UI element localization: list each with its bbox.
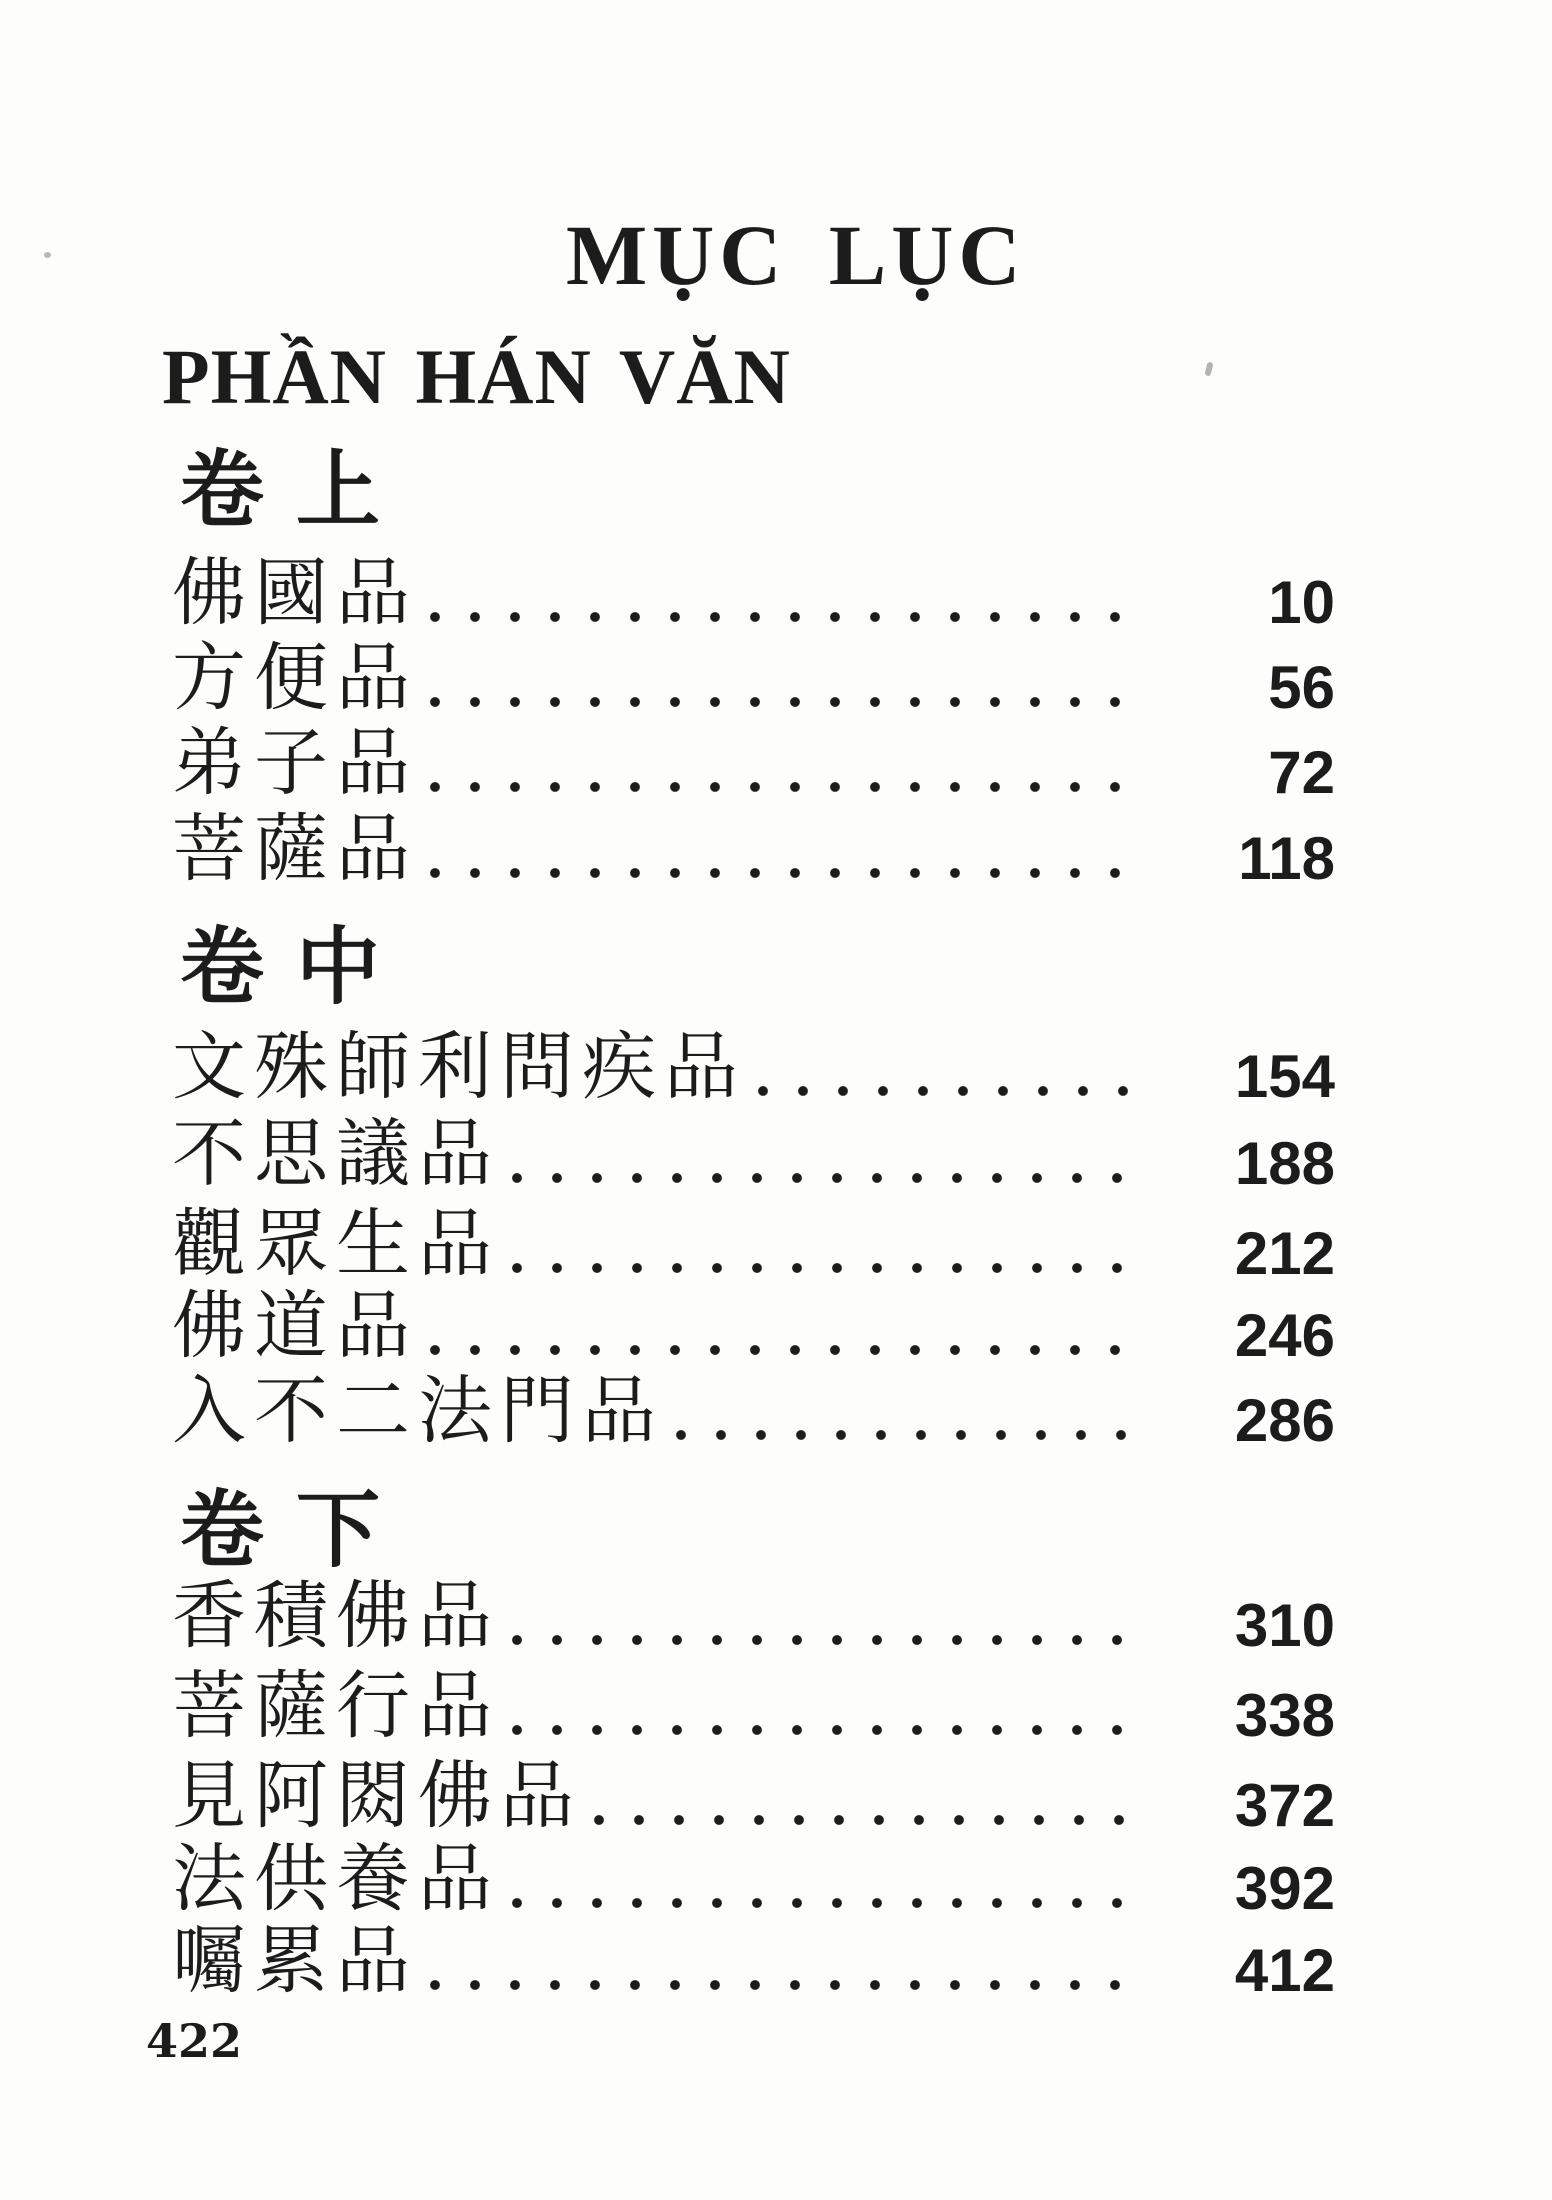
section-header-volume-3: 卷下 xyxy=(180,1480,413,1579)
dot-leader xyxy=(430,782,1147,793)
toc-entry xyxy=(172,1191,1335,1287)
toc-entry xyxy=(172,1563,1335,1659)
chapter-title: 方便品 xyxy=(172,635,418,721)
toc-entry xyxy=(172,1273,1335,1369)
chapter-title: 菩薩品 xyxy=(172,806,418,892)
chapter-page-number: 212 xyxy=(1234,1220,1335,1287)
toc-entry xyxy=(172,1101,1335,1197)
toc-entry xyxy=(172,1653,1335,1749)
chapter-page-number: 10 xyxy=(1268,569,1335,636)
chapter-title: 觀眾生品 xyxy=(172,1201,500,1287)
toc-entry xyxy=(172,1826,1335,1922)
dot-leader xyxy=(676,1430,1147,1441)
chapter-title: 菩薩行品 xyxy=(172,1663,500,1749)
dot-leader xyxy=(430,697,1147,708)
dot-leader xyxy=(758,1086,1147,1097)
toc-entry xyxy=(172,1358,1335,1454)
chapter-title: 見阿閦佛品 xyxy=(172,1753,582,1839)
chapter-page-number: 246 xyxy=(1234,1302,1335,1369)
dot-leader xyxy=(512,1635,1147,1646)
toc-entry xyxy=(172,1743,1335,1839)
toc-entry xyxy=(172,1908,1335,2004)
chapter-page-number: 286 xyxy=(1234,1387,1335,1454)
chapter-title: 法供養品 xyxy=(172,1836,500,1922)
dot-leader xyxy=(512,1173,1147,1184)
chapter-page-number: 72 xyxy=(1268,739,1335,806)
chapter-page-number: 372 xyxy=(1234,1772,1335,1839)
chapter-page-number: 118 xyxy=(1238,825,1335,892)
chapter-title: 佛道品 xyxy=(172,1283,418,1369)
part-heading: PHẦN HÁN VĂN xyxy=(162,333,791,420)
chapter-title: 文殊師利問疾品 xyxy=(172,1024,746,1110)
chapter-title: 香積佛品 xyxy=(172,1573,500,1659)
footer-page-number: 422 xyxy=(146,2014,243,2068)
toc-entry xyxy=(172,540,1335,636)
toc-entry xyxy=(172,796,1335,892)
chapter-page-number: 338 xyxy=(1234,1682,1335,1749)
chapter-title: 囑累品 xyxy=(172,1918,418,2004)
scan-speck xyxy=(1204,361,1213,376)
toc-entry xyxy=(172,1014,1335,1110)
chapter-page-number: 310 xyxy=(1234,1592,1335,1659)
chapter-title: 佛國品 xyxy=(172,550,418,636)
dot-leader xyxy=(430,1345,1147,1356)
chapter-page-number: 392 xyxy=(1234,1855,1335,1922)
chapter-title: 弟子品 xyxy=(172,720,418,806)
dot-leader xyxy=(430,1980,1147,1991)
dot-leader xyxy=(430,612,1147,623)
chapter-title: 不思議品 xyxy=(172,1111,500,1197)
dot-leader xyxy=(512,1725,1147,1736)
chapter-page-number: 56 xyxy=(1268,654,1335,721)
chapter-page-number: 412 xyxy=(1234,1937,1335,2004)
section-header-volume-2: 卷中 xyxy=(180,917,413,1016)
chapter-title: 入不二法門品 xyxy=(172,1368,664,1454)
toc-entry xyxy=(172,625,1335,721)
chapter-page-number: 188 xyxy=(1234,1130,1335,1197)
scan-speck xyxy=(44,252,51,258)
chapter-page-number: 154 xyxy=(1234,1043,1335,1110)
dot-leader xyxy=(594,1815,1147,1826)
dot-leader xyxy=(430,868,1147,879)
toc-entry xyxy=(172,710,1335,806)
section-header-volume-1: 卷上 xyxy=(180,440,413,539)
page-title: MỤC LỤC xyxy=(566,207,1026,303)
